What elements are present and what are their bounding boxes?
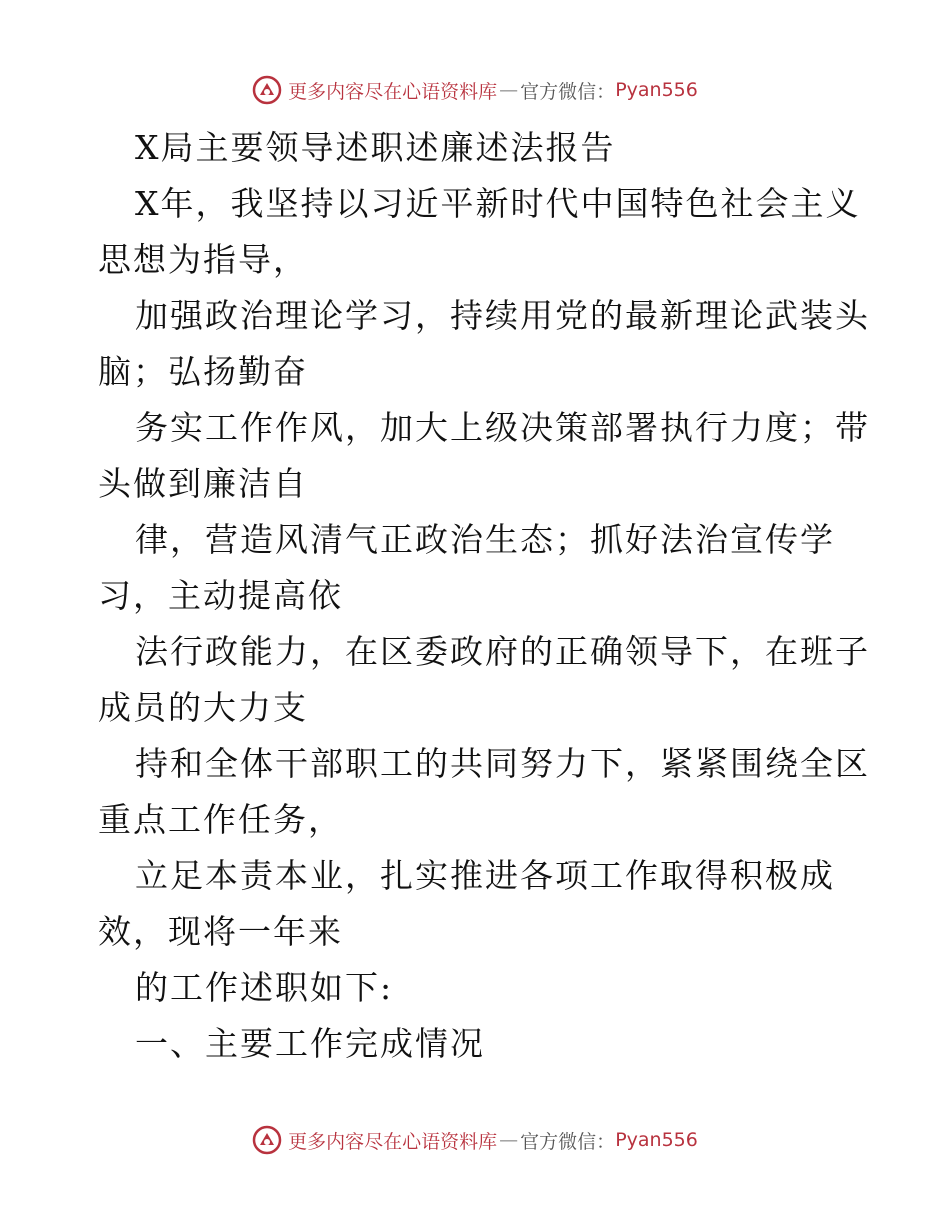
watermark-sub-text: 官方微信： (520, 1130, 616, 1153)
text-line: 重点工作任务， (98, 800, 343, 839)
watermark-main-text: 更多内容尽在心语资料库 (288, 1130, 498, 1153)
watermark-dash: — (499, 1129, 519, 1151)
document-title: X局主要领导述职述廉述法报告 (135, 128, 616, 167)
watermark-main-text: 更多内容尽在心语资料库 (288, 80, 498, 103)
watermark-account: Pyan556 (615, 79, 698, 101)
watermark-dash: — (499, 79, 519, 101)
text-line: 的工作述职如下: (135, 968, 394, 1007)
text-line: X年，我坚持以习近平新时代中国特色社会主义 (135, 184, 861, 223)
text-line: 脑；弘扬勤奋 (98, 352, 308, 391)
brand-logo-icon (252, 75, 282, 105)
text-line: 效，现将一年来 (98, 912, 343, 951)
text-line: 立足本责本业，扎实推进各项工作取得积极成 (135, 856, 835, 895)
document-paragraphs (98, 176, 870, 1072)
text-line: 一、主要工作完成情况 (135, 1024, 485, 1063)
footer-watermark (0, 1120, 950, 1160)
brand-logo-icon (252, 1125, 282, 1155)
text-line: 习，主动提高依 (98, 576, 343, 615)
text-line: 律，营造风清气正政治生态；抓好法治宣传学 (135, 520, 835, 559)
text-line: 成员的大力支 (98, 688, 308, 727)
text-line: 加强政治理论学习，持续用党的最新理论武装头 (135, 296, 870, 335)
watermark-account: Pyan556 (615, 1129, 698, 1151)
text-line: 务实工作作风，加大上级决策部署执行力度；带 (135, 408, 870, 447)
text-line: 头做到廉洁自 (98, 464, 308, 503)
watermark-sub-text: 官方微信： (520, 80, 616, 103)
text-line: 思想为指导， (98, 240, 308, 279)
document-body (98, 120, 870, 1072)
text-line: 持和全体干部职工的共同努力下，紧紧围绕全区 (135, 744, 870, 783)
text-line: 法行政能力，在区委政府的正确领导下，在班子 (135, 632, 870, 671)
header-watermark (0, 70, 950, 110)
